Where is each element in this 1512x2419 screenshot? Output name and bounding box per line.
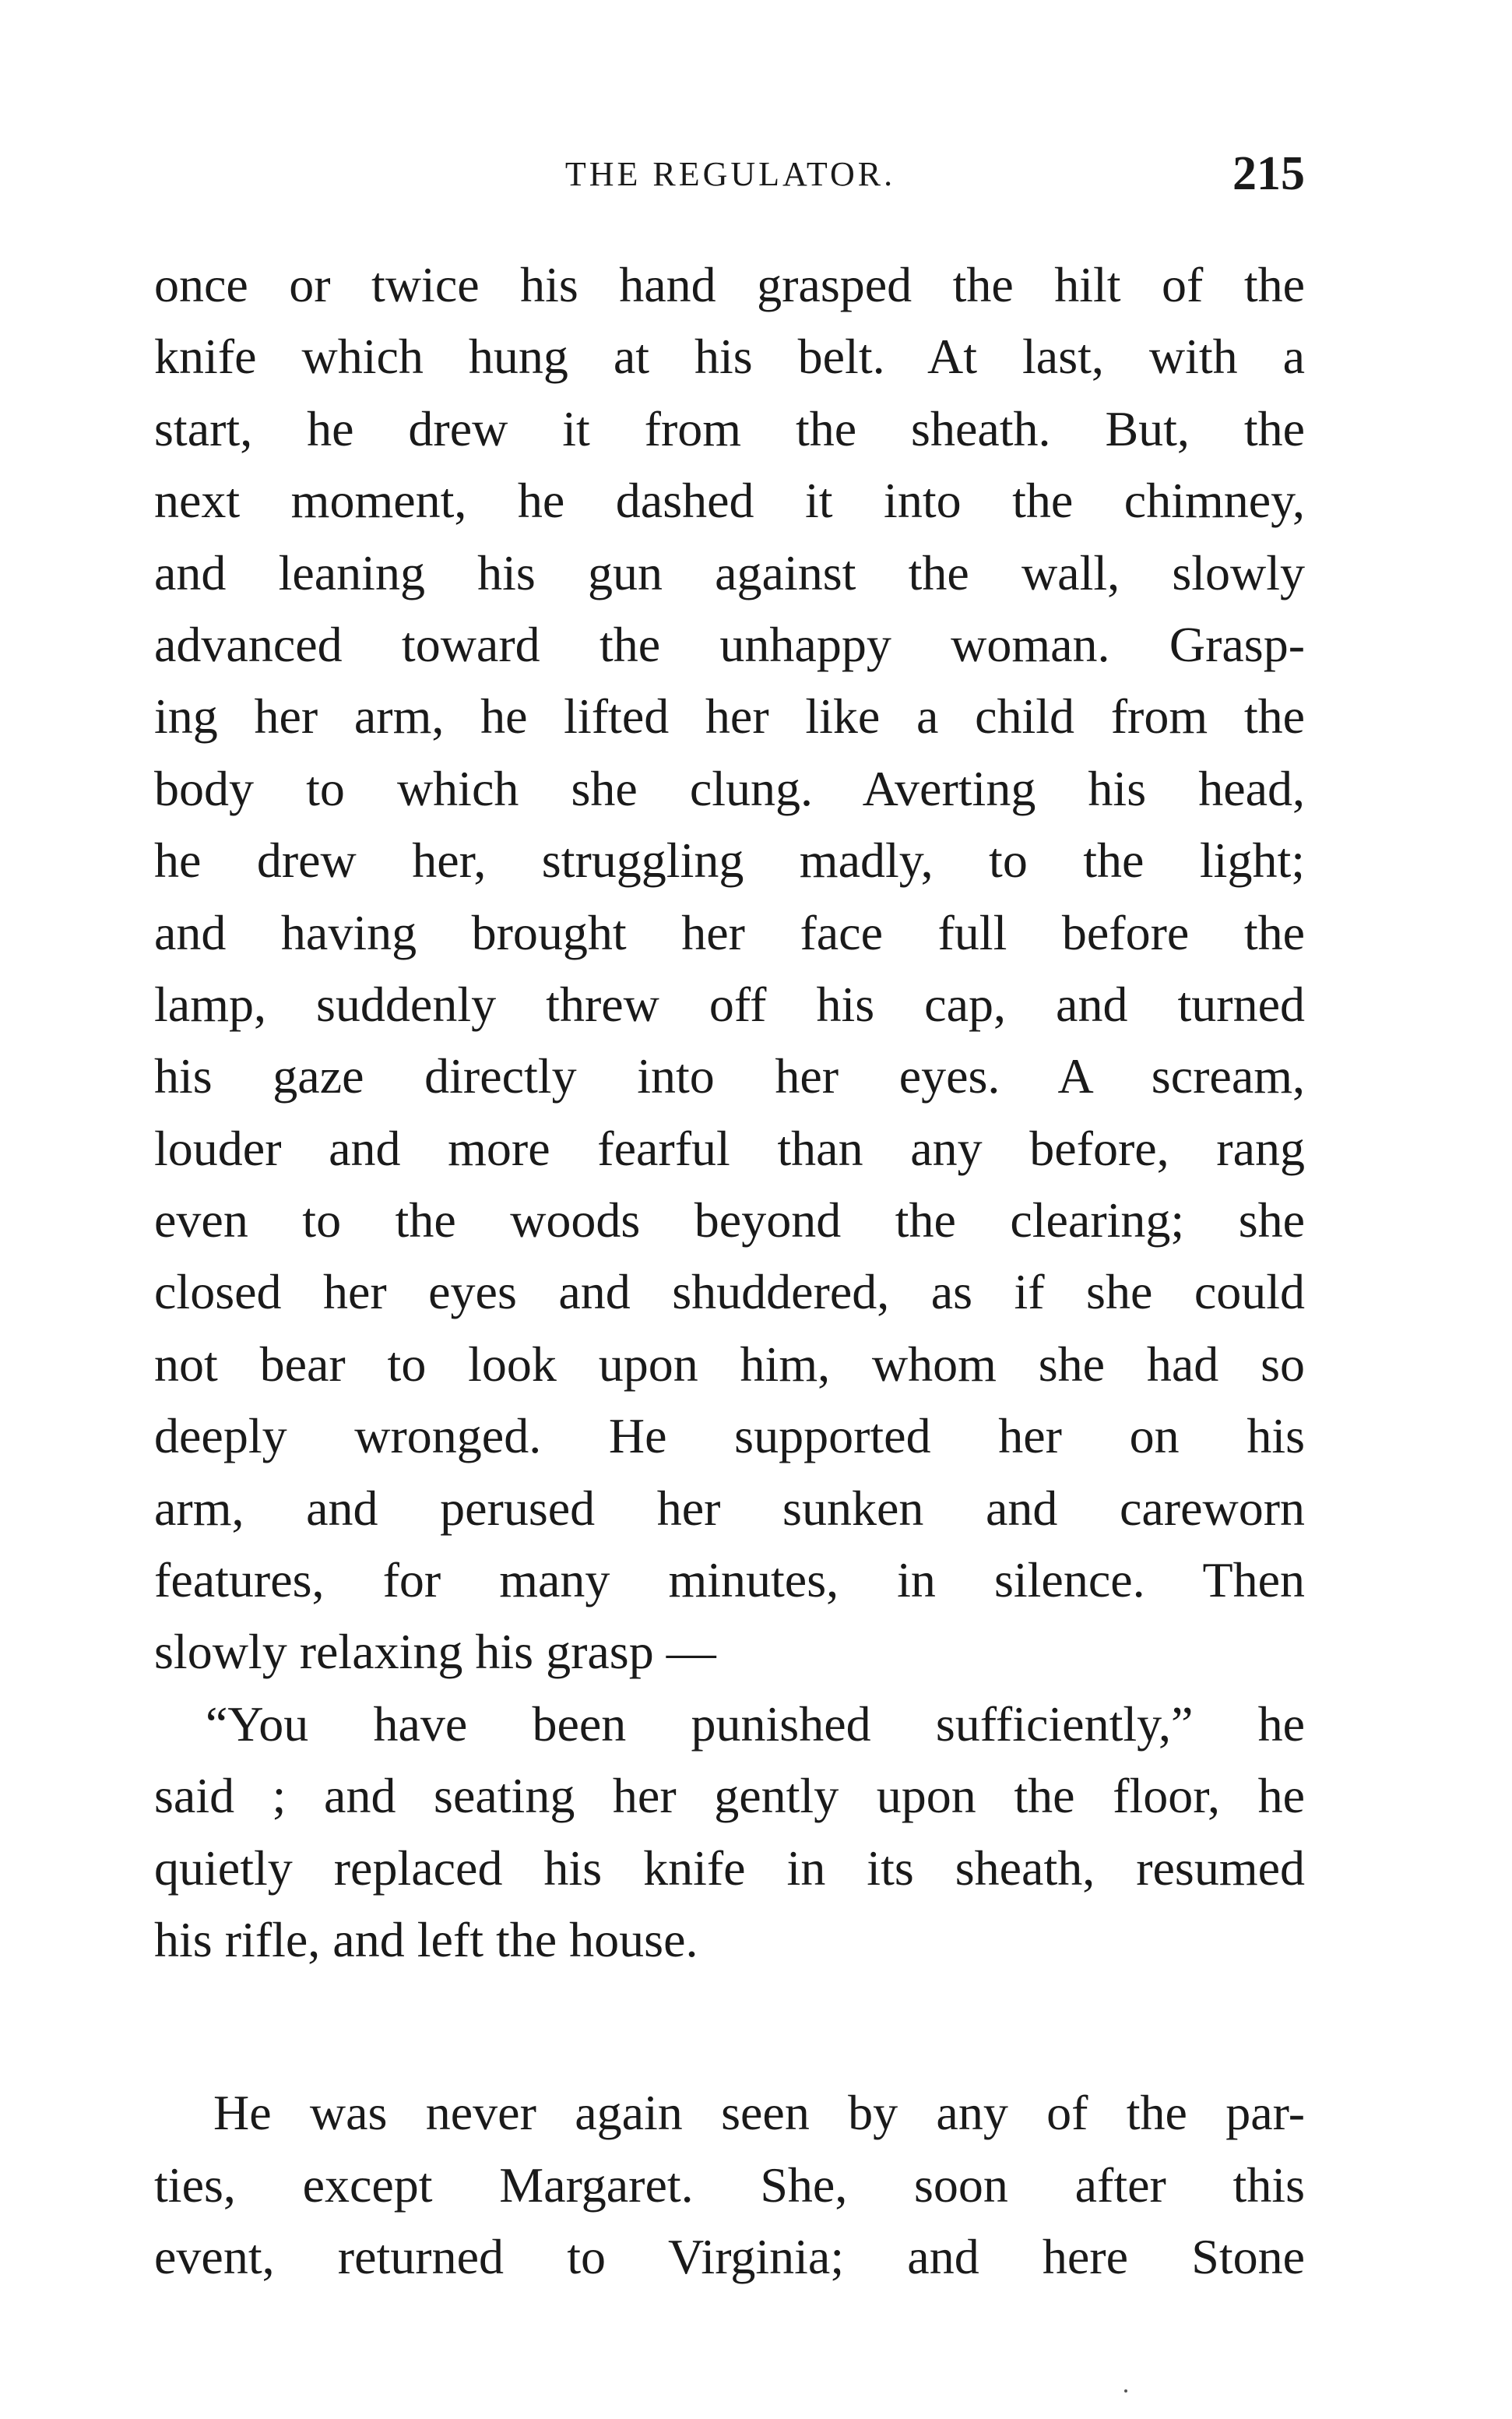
text-line: his rifle, and left the house. [154, 1911, 698, 1967]
text-line: once or twice his hand grasped the hilt of the [154, 257, 1305, 312]
text-line: ing her arm, he lifted her like a child from the [154, 688, 1305, 745]
text-line: “You have been punished sufficiently,” he [206, 1695, 1305, 1752]
text-line: ties, except Margaret. She, soon after this [154, 2157, 1305, 2213]
paragraph-3 [154, 2077, 1305, 2293]
text-line: event, returned to Virginia; and here Stone [154, 2229, 1305, 2285]
text-line: not bear to look upon him, whom she had so [154, 1336, 1305, 1392]
running-title: THE REGULATOR. [564, 155, 896, 193]
text-line: said ; and seating her gently upon the floor, he [154, 1768, 1305, 1824]
paragraph-2 [154, 1688, 1305, 1977]
text-line: features, for many minutes, in silence. Then [154, 1552, 1305, 1608]
text-line: slowly relaxing his grasp — [154, 1624, 716, 1680]
text-line: his gaze directly into her eyes. A scream, [154, 1048, 1305, 1104]
text-line: lamp, suddenly threw off his cap, and turned [154, 976, 1305, 1032]
text-line: arm, and perused her sunken and careworn [154, 1480, 1305, 1536]
running-head [156, 146, 1305, 209]
paragraph-1 [154, 249, 1305, 1688]
body-text [154, 249, 1305, 2294]
text-line: and having brought her face full before the [154, 904, 1305, 960]
text-line: even to the woods beyond the clearing; she [154, 1192, 1305, 1248]
text-line: he drew her, struggling madly, to the light; [154, 833, 1305, 889]
text-line: louder and more fearful than any before, rang [154, 1120, 1305, 1176]
text-line: quietly replaced his knife in its sheath, resumed [154, 1840, 1305, 1896]
section-break [154, 1976, 1305, 2077]
text-line: closed her eyes and shuddered, as if she could [154, 1264, 1305, 1320]
text-line: deeply wronged. He supported her on his [154, 1408, 1305, 1464]
text-line: body to which she clung. Averting his head, [154, 760, 1305, 816]
text-line: advanced toward the unhappy woman. Grasp- [154, 616, 1305, 672]
page-number: 215 [1232, 147, 1305, 200]
text-line: start, he drew it from the sheath. But, the [154, 400, 1305, 456]
text-line: and leaning his gun against the wall, slowly [154, 544, 1305, 600]
paper-speck [1124, 2389, 1127, 2393]
text-line: knife which hung at his belt. At last, with a [154, 329, 1305, 385]
text-line: He was never again seen by any of the par- [213, 2085, 1305, 2141]
text-line: next moment, he dashed it into the chimney, [154, 473, 1305, 529]
